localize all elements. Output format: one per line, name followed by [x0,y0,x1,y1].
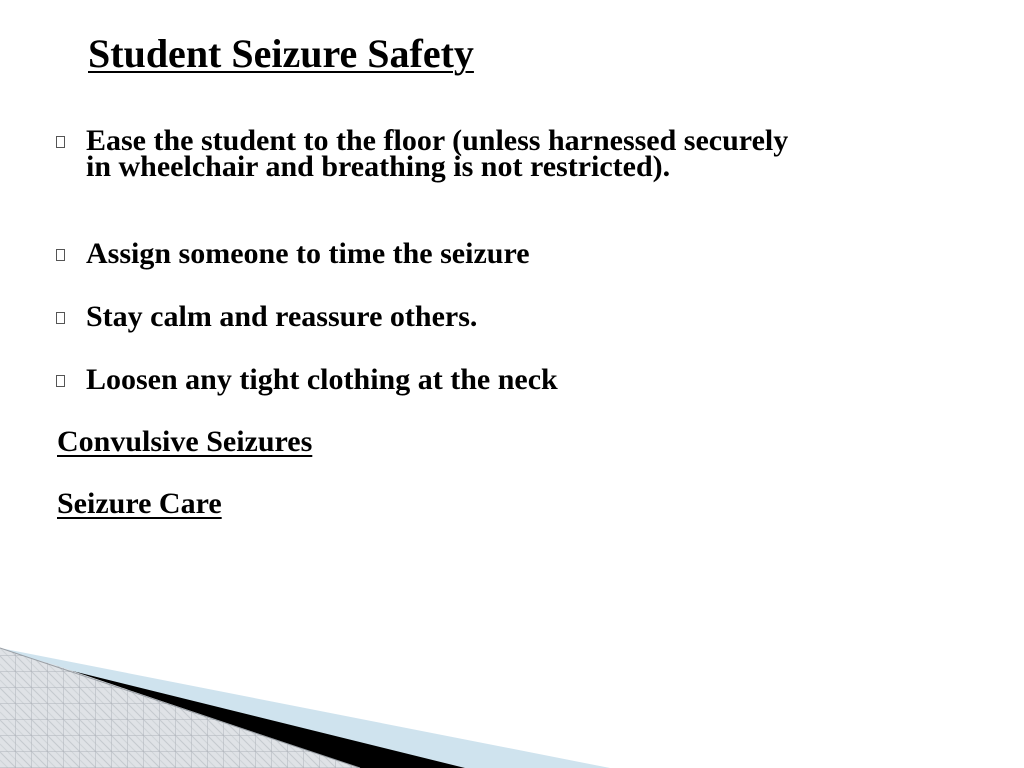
grid-edge [0,648,360,768]
bullet-text: Loosen any tight clothing at the neck [86,363,558,396]
bullet-text: Assign someone to time the seizure [86,237,530,270]
convulsive-seizures-link[interactable]: Convulsive Seizures [57,425,313,458]
grid-block [0,640,400,768]
bullet-icon [56,312,65,324]
bullet-item [56,300,816,333]
bullet-item [56,363,816,396]
bullet-item [56,237,816,270]
bullet-text: Ease the student to the floor (unless harnessed securely in wheelchair and breathing is not restricted). [86,124,789,183]
black-wedge [20,658,465,768]
bullet-text: Stay calm and reassure others. [86,300,478,333]
seizure-care-link[interactable]: Seizure Care [57,487,222,520]
bullet-icon [56,375,65,387]
blue-wedge [0,648,610,768]
bullet-icon [56,249,65,261]
bullet-item [56,124,816,183]
bullet-icon [56,136,65,148]
slide-title: Student Seizure Safety [88,31,474,76]
